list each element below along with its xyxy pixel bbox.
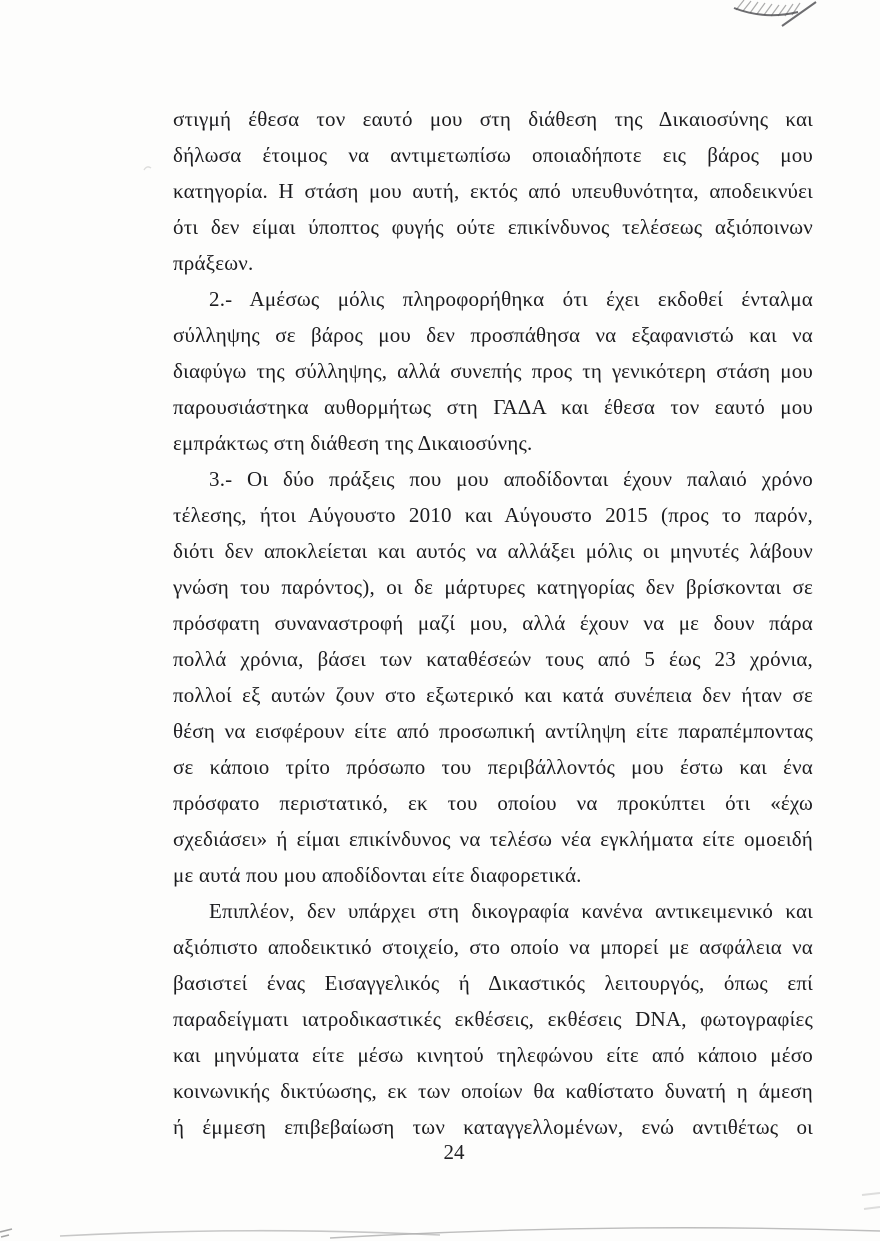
text-line: εμπράκτως στη διάθεση της Δικαιοσύνης.: [173, 431, 533, 455]
page-edge-curve-artifact: [0, 1185, 880, 1241]
text-line: πολλά χρόνια, βάσει των καταθέσεών τους από 5 έως 23 χρόνια,: [173, 647, 813, 671]
text-line: ή έμμεση επιβεβαίωση των καταγγελλομένων, ενώ αντιθέτως οι: [173, 1115, 813, 1139]
text-line: 2.- Αμέσως μόλις πληροφορήθηκα ότι έχει εκδοθεί ένταλμα: [209, 287, 813, 311]
text-line: πρόσφατη συναναστροφή μαζί μου, αλλά έχουν να με δουν πάρα: [173, 611, 813, 635]
text-line: παρουσιάστηκα αυθορμήτως στη ΓΑΔΑ και έθεσα τον εαυτό μου: [173, 395, 813, 419]
text-line: στιγμή έθεσα τον εαυτό μου στη διάθεση της Δικαιοσύνης και: [173, 107, 813, 131]
text-line: θέση να εισφέρουν είτε από προσωπική αντίληψη είτε παραπέμποντας: [173, 719, 813, 743]
text-line: Επιπλέον, δεν υπάρχει στη δικογραφία κανένα αντικειμενικό και: [209, 899, 813, 923]
text-line: κοινωνικής δικτύωσης, εκ των οποίων θα καθίστατο δυνατή η άμεση: [173, 1079, 813, 1103]
text-line: αξιόπιστο αποδεικτικό στοιχείο, στο οποίο να μπορεί με ασφάλεια να: [173, 935, 813, 959]
text-line: 3.- Οι δύο πράξεις που μου αποδίδονται έχουν παλαιό χρόνο: [209, 467, 813, 491]
text-line: πρόσφατο περιστατικό, εκ του οποίου να προκύπτει ότι «έχω: [173, 791, 813, 815]
page-number: 24: [443, 1140, 465, 1164]
corner-scribble-artifact: [720, 0, 880, 48]
text-line: με αυτά που μου αποδίδονται είτε διαφορετικά.: [173, 863, 582, 887]
paragraph-point-2: [173, 281, 813, 461]
text-line: παραδείγματι ιατροδικαστικές εκθέσεις, εκθέσεις DNA, φωτογραφίες: [173, 1007, 813, 1031]
text-line: γνώση του παρόντος), οι δε μάρτυρες κατηγορίας δεν βρίσκονται σε: [173, 575, 813, 599]
text-line: και μηνύματα είτε μέσω κινητού τηλεφώνου είτε από κάποιο μέσο: [173, 1043, 813, 1067]
text-line: ότι δεν είμαι ύποπτος φυγής ούτε επικίνδυνος τελέσεως αξιόποινων: [173, 215, 813, 239]
paragraph-continuation: [173, 101, 813, 281]
text-line: βασιστεί ένας Εισαγγελικός ή Δικαστικός λειτουργός, όπως επί: [173, 971, 813, 995]
text-line: πολλοί εξ αυτών ζουν στο εξωτερικό και κατά συνέπεια δεν ήταν σε: [173, 683, 813, 707]
text-line: κατηγορία. Η στάση μου αυτή, εκτός από υπευθυνότητα, αποδεικνύει: [173, 179, 813, 203]
paragraph-epipleon: [173, 893, 813, 1145]
text-line: σε κάποιο τρίτο πρόσωπο του περιβάλλοντός μου έστω και ένα: [173, 755, 813, 779]
text-line: τέλεσης, ήτοι Αύγουστο 2010 και Αύγουστο 2015 (προς το παρόν,: [173, 503, 813, 527]
text-line: διότι δεν αποκλείεται και αυτός να αλλάξει μόλις οι μηνυτές λάβουν: [173, 539, 813, 563]
text-line: δήλωσα έτοιμος να αντιμετωπίσω οποιαδήποτε εις βάρος μου: [173, 143, 813, 167]
text-line: σχεδιάσει» ή είμαι επικίνδυνος να τελέσω νέα εγκλήματα είτε ομοειδή: [173, 827, 813, 851]
text-line: σύλληψης σε βάρος μου δεν προσπάθησα να εξαφανιστώ και να: [173, 323, 813, 347]
margin-speck-artifact: [142, 162, 154, 174]
paragraph-point-3: [173, 461, 813, 893]
text-line: πράξεων.: [173, 251, 254, 275]
body-text-block: [173, 101, 813, 1145]
text-line: διαφύγω της σύλληψης, αλλά συνεπής προς τη γενικότερη στάση μου: [173, 359, 813, 383]
